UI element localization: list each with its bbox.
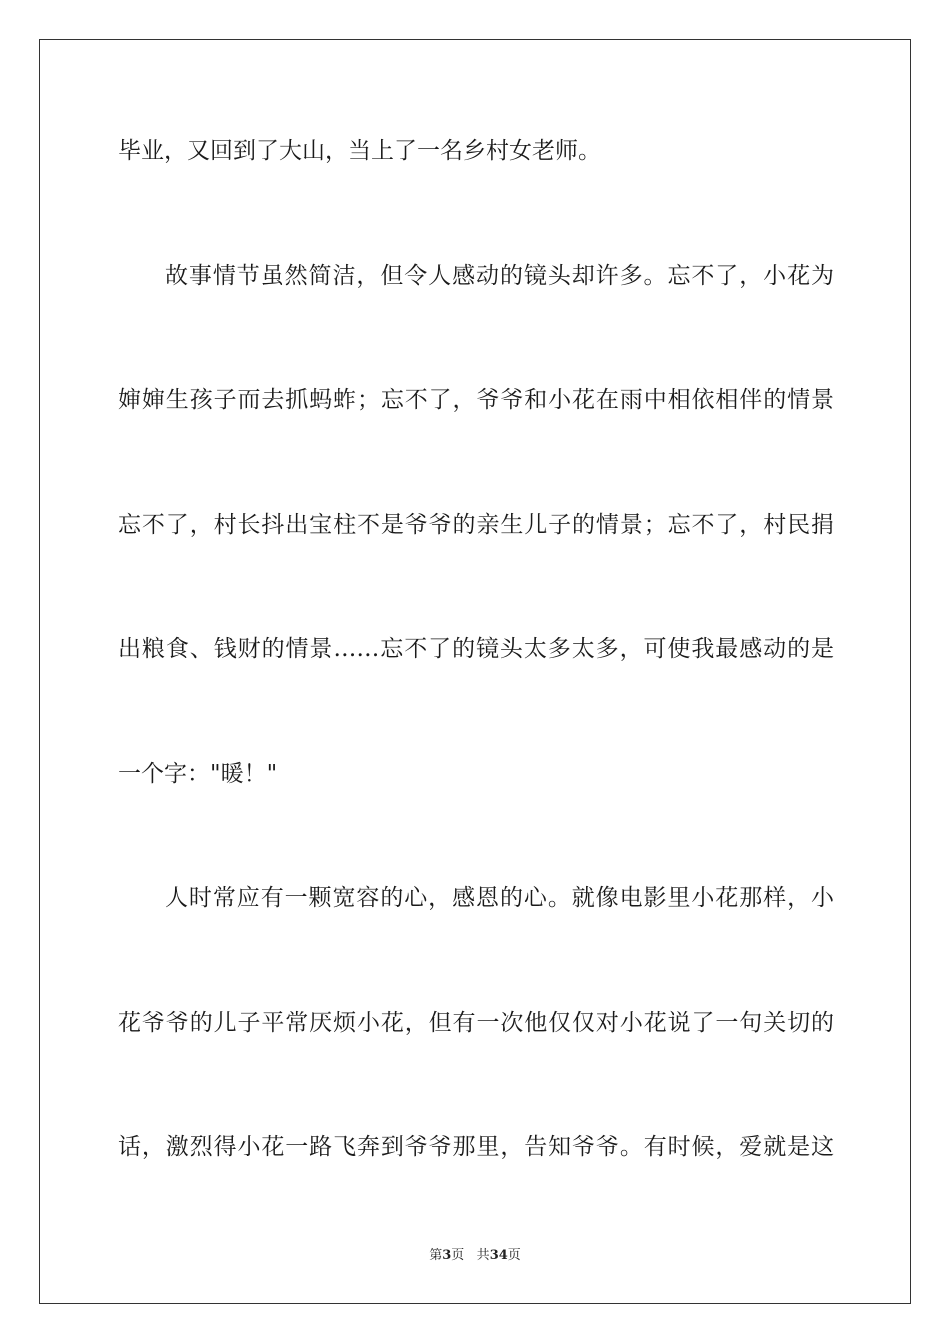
text-line-7: 人时常应有一颗宽容的心，感恩的心。就像电影里小花那样，小: [165, 885, 834, 911]
total-pages: 34: [489, 1248, 508, 1263]
text-line-3: 婶婶生孩子而去抓蚂蚱；忘不了，爷爷和小花在雨中相依相伴的情景: [118, 387, 834, 413]
page-border: [39, 39, 911, 1304]
page-suffix: 页: [451, 1248, 465, 1263]
text-line-1: 毕业，又回到了大山，当上了一名乡村女老师。: [118, 138, 601, 164]
page-prefix: 第: [429, 1248, 443, 1263]
text-line-9: 话，激烈得小花一路飞奔到爷爷那里，告知爷爷。有时候，爱就是这: [118, 1134, 834, 1160]
text-line-8: 花爷爷的儿子平常厌烦小花，但有一次他仅仅对小花说了一句关切的: [118, 1010, 834, 1036]
text-line-5: 出粮食、钱财的情景……忘不了的镜头太多太多，可使我最感动的是: [118, 636, 834, 662]
text-line-6: 一个字："暖！": [118, 761, 278, 787]
page-number: 3: [442, 1248, 452, 1263]
total-prefix: 共: [476, 1248, 490, 1263]
total-suffix: 页: [507, 1248, 521, 1263]
text-line-4: 忘不了，村长抖出宝柱不是爷爷的亲生儿子的情景；忘不了，村民捐: [118, 512, 834, 538]
text-line-2: 故事情节虽然简洁，但令人感动的镜头却许多。忘不了，小花为: [165, 263, 834, 289]
page-footer: [0, 1247, 950, 1265]
